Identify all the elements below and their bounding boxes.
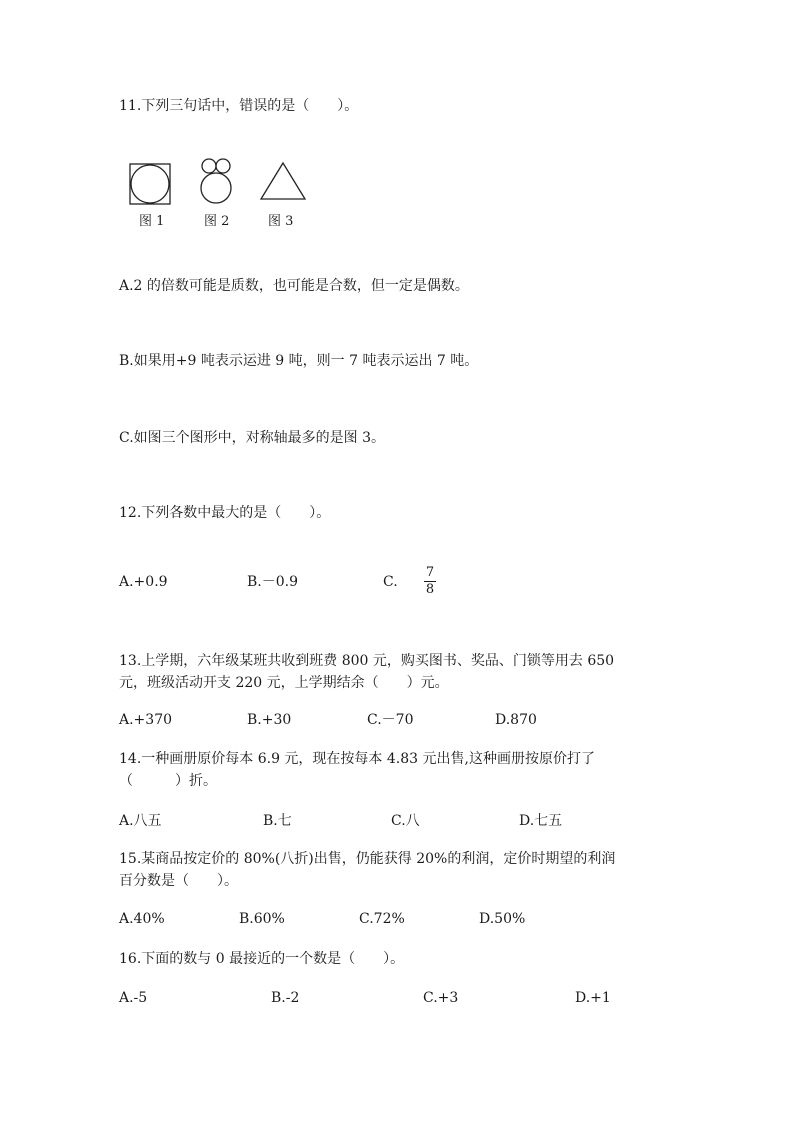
q16-option-c: C.+3 (423, 990, 459, 1006)
q14-stem-line1: 14.一种画册原价每本 6.9 元，现在按每本 4.83 元出售,这种画册按原价打了 (119, 751, 595, 767)
q14-option-d: D.七五 (519, 813, 563, 829)
q16-option-a: A.-5 (119, 990, 148, 1006)
fraction-denominator: 8 (425, 582, 435, 597)
q13-option-c: C.－70 (367, 712, 414, 728)
q15-stem-line2: 百分数是（ ）。 (119, 873, 238, 889)
q13-option-b: B.+30 (247, 712, 292, 728)
q11-stem: 11.下列三句话中，错误的是（ ）。 (119, 98, 359, 114)
q13-stem-line1: 13.上学期，六年级某班共收到班费 800 元，购买图书、奖品、门锁等用去 650 (119, 653, 615, 669)
figure-1-square-with-circle (130, 164, 170, 204)
q16-option-d: D.+1 (575, 990, 611, 1006)
q15-stem-line1: 15.某商品按定价的 80%(八折)出售，仍能获得 20%的利润，定价时期望的利润 (119, 851, 616, 867)
q11-option-a: A.2 的倍数可能是质数，也可能是合数，但一定是偶数。 (119, 278, 469, 294)
q11-option-c: C.如图三个图形中，对称轴最多的是图 3。 (119, 430, 386, 446)
q13-option-a: A.+370 (119, 712, 173, 728)
q16-stem: 16.下面的数与 0 最接近的一个数是（ ）。 (119, 951, 405, 967)
q12-stem: 12.下列各数中最大的是（ ）。 (119, 505, 331, 521)
figure-2-three-circles (201, 159, 231, 203)
q15-option-d: D.50% (479, 911, 526, 927)
q13-option-d: D.870 (495, 712, 537, 728)
q12-option-b: B.－0.9 (247, 574, 299, 590)
q14-option-b: B.七 (263, 813, 292, 829)
q14-stem-line2: （ ）折。 (119, 773, 217, 789)
q14-option-a: A.八五 (119, 813, 162, 829)
q12-option-c-fraction (424, 566, 436, 597)
q13-stem-line2: 元，班级活动开支 220 元，上学期结余（ ）元。 (119, 675, 449, 691)
fraction-numerator: 7 (425, 565, 435, 580)
figure-1-label: 图 1 (139, 214, 165, 229)
q11-figures (128, 158, 318, 238)
q14-option-c: C.八 (391, 813, 420, 829)
figure-2-label: 图 2 (204, 214, 230, 229)
q11-figures-drawing (128, 158, 318, 214)
q15-option-a: A.40% (119, 911, 165, 927)
q12-option-c: C. (383, 574, 398, 590)
q11-option-b: B.如果用+9 吨表示运进 9 吨，则一 7 吨表示运出 7 吨。 (119, 353, 479, 369)
q15-option-c: C.72% (359, 911, 405, 927)
q12-option-a: A.+0.9 (119, 574, 168, 590)
figure-3-label: 图 3 (268, 214, 294, 229)
figure-3-triangle (261, 163, 305, 199)
q15-option-b: B.60% (239, 911, 285, 927)
q16-option-b: B.-2 (271, 990, 300, 1006)
